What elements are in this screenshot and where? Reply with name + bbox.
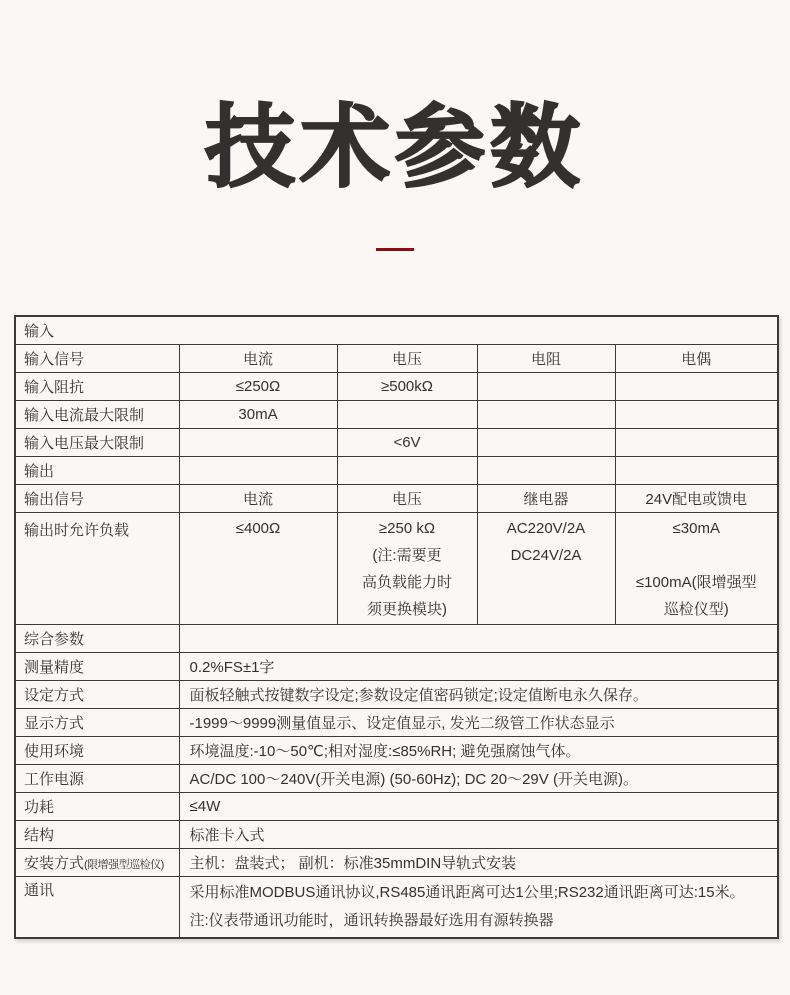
row-label: 输出信号 <box>15 485 179 513</box>
cell-line: ≥250 kΩ <box>378 520 436 537</box>
cell-value: 0.2%FS±1字 <box>179 653 778 681</box>
row-label: 输入电压最大限制 <box>15 429 179 457</box>
cell-value <box>615 457 778 485</box>
cell-value: 电偶 <box>615 345 778 373</box>
cell-value: 继电器 <box>477 485 615 513</box>
row-power-supply <box>15 765 778 793</box>
row-input-voltage-limit <box>15 429 778 457</box>
cell-line: ≤30mA <box>672 520 720 537</box>
cell-value <box>615 401 778 429</box>
cell-value: 30mA <box>179 401 337 429</box>
row-label: 工作电源 <box>15 765 179 793</box>
cell-value: ≤250Ω <box>179 373 337 401</box>
cell-value <box>179 625 778 653</box>
cell-value: ≤4W <box>179 793 778 821</box>
cell-value <box>179 457 337 485</box>
cell-value <box>179 877 778 939</box>
row-environment <box>15 737 778 765</box>
cell-line: 高负载能力时 <box>361 574 452 591</box>
row-label: 显示方式 <box>15 709 179 737</box>
section-label: 综合参数 <box>15 625 179 653</box>
cell-value: 环境温度:-10～50℃;相对湿度:≤85%RH; 避免强腐蚀气体。 <box>179 737 778 765</box>
cell-line: 须更换模块) <box>367 601 447 618</box>
cell-line: (注:需要更 <box>372 547 442 564</box>
cell-value: ≥500kΩ <box>337 373 477 401</box>
row-label: 输入信号 <box>15 345 179 373</box>
row-power-consumption <box>15 793 778 821</box>
page-title: 技术参数 <box>205 98 585 198</box>
row-label: 输出时允许负载 <box>15 513 179 625</box>
specs-table <box>14 315 779 939</box>
title-divider-accent <box>376 248 414 251</box>
cell-value <box>477 513 615 625</box>
row-label: 使用环境 <box>15 737 179 765</box>
row-output-signal <box>15 485 778 513</box>
cell-line: 巡检仪型) <box>663 601 729 618</box>
row-input-section <box>15 316 778 345</box>
row-label: 通讯 <box>15 877 179 939</box>
row-general-section <box>15 625 778 653</box>
section-label: 输出 <box>15 457 179 485</box>
cell-value: 电流 <box>179 485 337 513</box>
cell-value <box>615 373 778 401</box>
cell-value: -1999～9999测量值显示、设定值显示, 发光二级管工作状态显示 <box>179 709 778 737</box>
cell-value <box>477 429 615 457</box>
cell-value: 24V配电或馈电 <box>615 485 778 513</box>
cell-value: 电阻 <box>477 345 615 373</box>
row-label: 输入阻抗 <box>15 373 179 401</box>
row-input-current-limit <box>15 401 778 429</box>
cell-value: 主机：盘装式； 副机：标准35mmDIN导轨式安装 <box>179 849 778 877</box>
cell-line: AC220V/2A <box>506 520 586 537</box>
row-input-signal <box>15 345 778 373</box>
row-label: 输入电流最大限制 <box>15 401 179 429</box>
cell-value: 面板轻触式按键数字设定;参数设定值密码锁定;设定值断电永久保存。 <box>179 681 778 709</box>
row-label-text: 安装方式 <box>24 855 85 872</box>
cell-value: 电压 <box>337 345 477 373</box>
cell-value: 电流 <box>179 345 337 373</box>
row-setting-method <box>15 681 778 709</box>
cell-line: ≤400Ω <box>235 520 281 537</box>
row-communication <box>15 877 778 939</box>
cell-value <box>615 429 778 457</box>
cell-value: 标准卡入式 <box>179 821 778 849</box>
section-label: 输入 <box>15 316 778 345</box>
row-output-section <box>15 457 778 485</box>
row-display-method <box>15 709 778 737</box>
cell-value: 电压 <box>337 485 477 513</box>
row-input-impedance <box>15 373 778 401</box>
cell-value <box>179 513 337 625</box>
cell-value <box>179 429 337 457</box>
cell-value <box>477 457 615 485</box>
row-label-note: (限增强型巡检仪) <box>84 859 164 871</box>
cell-line: ≤100mA(限增强型 <box>635 574 757 591</box>
row-label: 结构 <box>15 821 179 849</box>
cell-line: 采用标准MODBUS通讯协议,RS485通讯距离可达1公里;RS232通讯距离可达:15米。 <box>189 884 745 901</box>
row-installation <box>15 849 778 877</box>
cell-value: <6V <box>337 429 477 457</box>
cell-line: 注:仪表带通讯功能时，通讯转换器最好选用有源转换器 <box>189 912 554 929</box>
cell-value: AC/DC 100～240V(开关电源) (50-60Hz); DC 20～29V (开关电源)。 <box>179 765 778 793</box>
row-accuracy <box>15 653 778 681</box>
cell-value <box>337 401 477 429</box>
cell-value <box>477 373 615 401</box>
row-label: 测量精度 <box>15 653 179 681</box>
row-label <box>15 849 179 877</box>
cell-value <box>615 513 778 625</box>
cell-value <box>477 401 615 429</box>
row-label: 设定方式 <box>15 681 179 709</box>
row-structure <box>15 821 778 849</box>
row-label: 功耗 <box>15 793 179 821</box>
cell-line <box>622 542 772 569</box>
row-output-load <box>15 513 778 625</box>
cell-value <box>337 513 477 625</box>
cell-line: DC24V/2A <box>510 547 582 564</box>
cell-value <box>337 457 477 485</box>
